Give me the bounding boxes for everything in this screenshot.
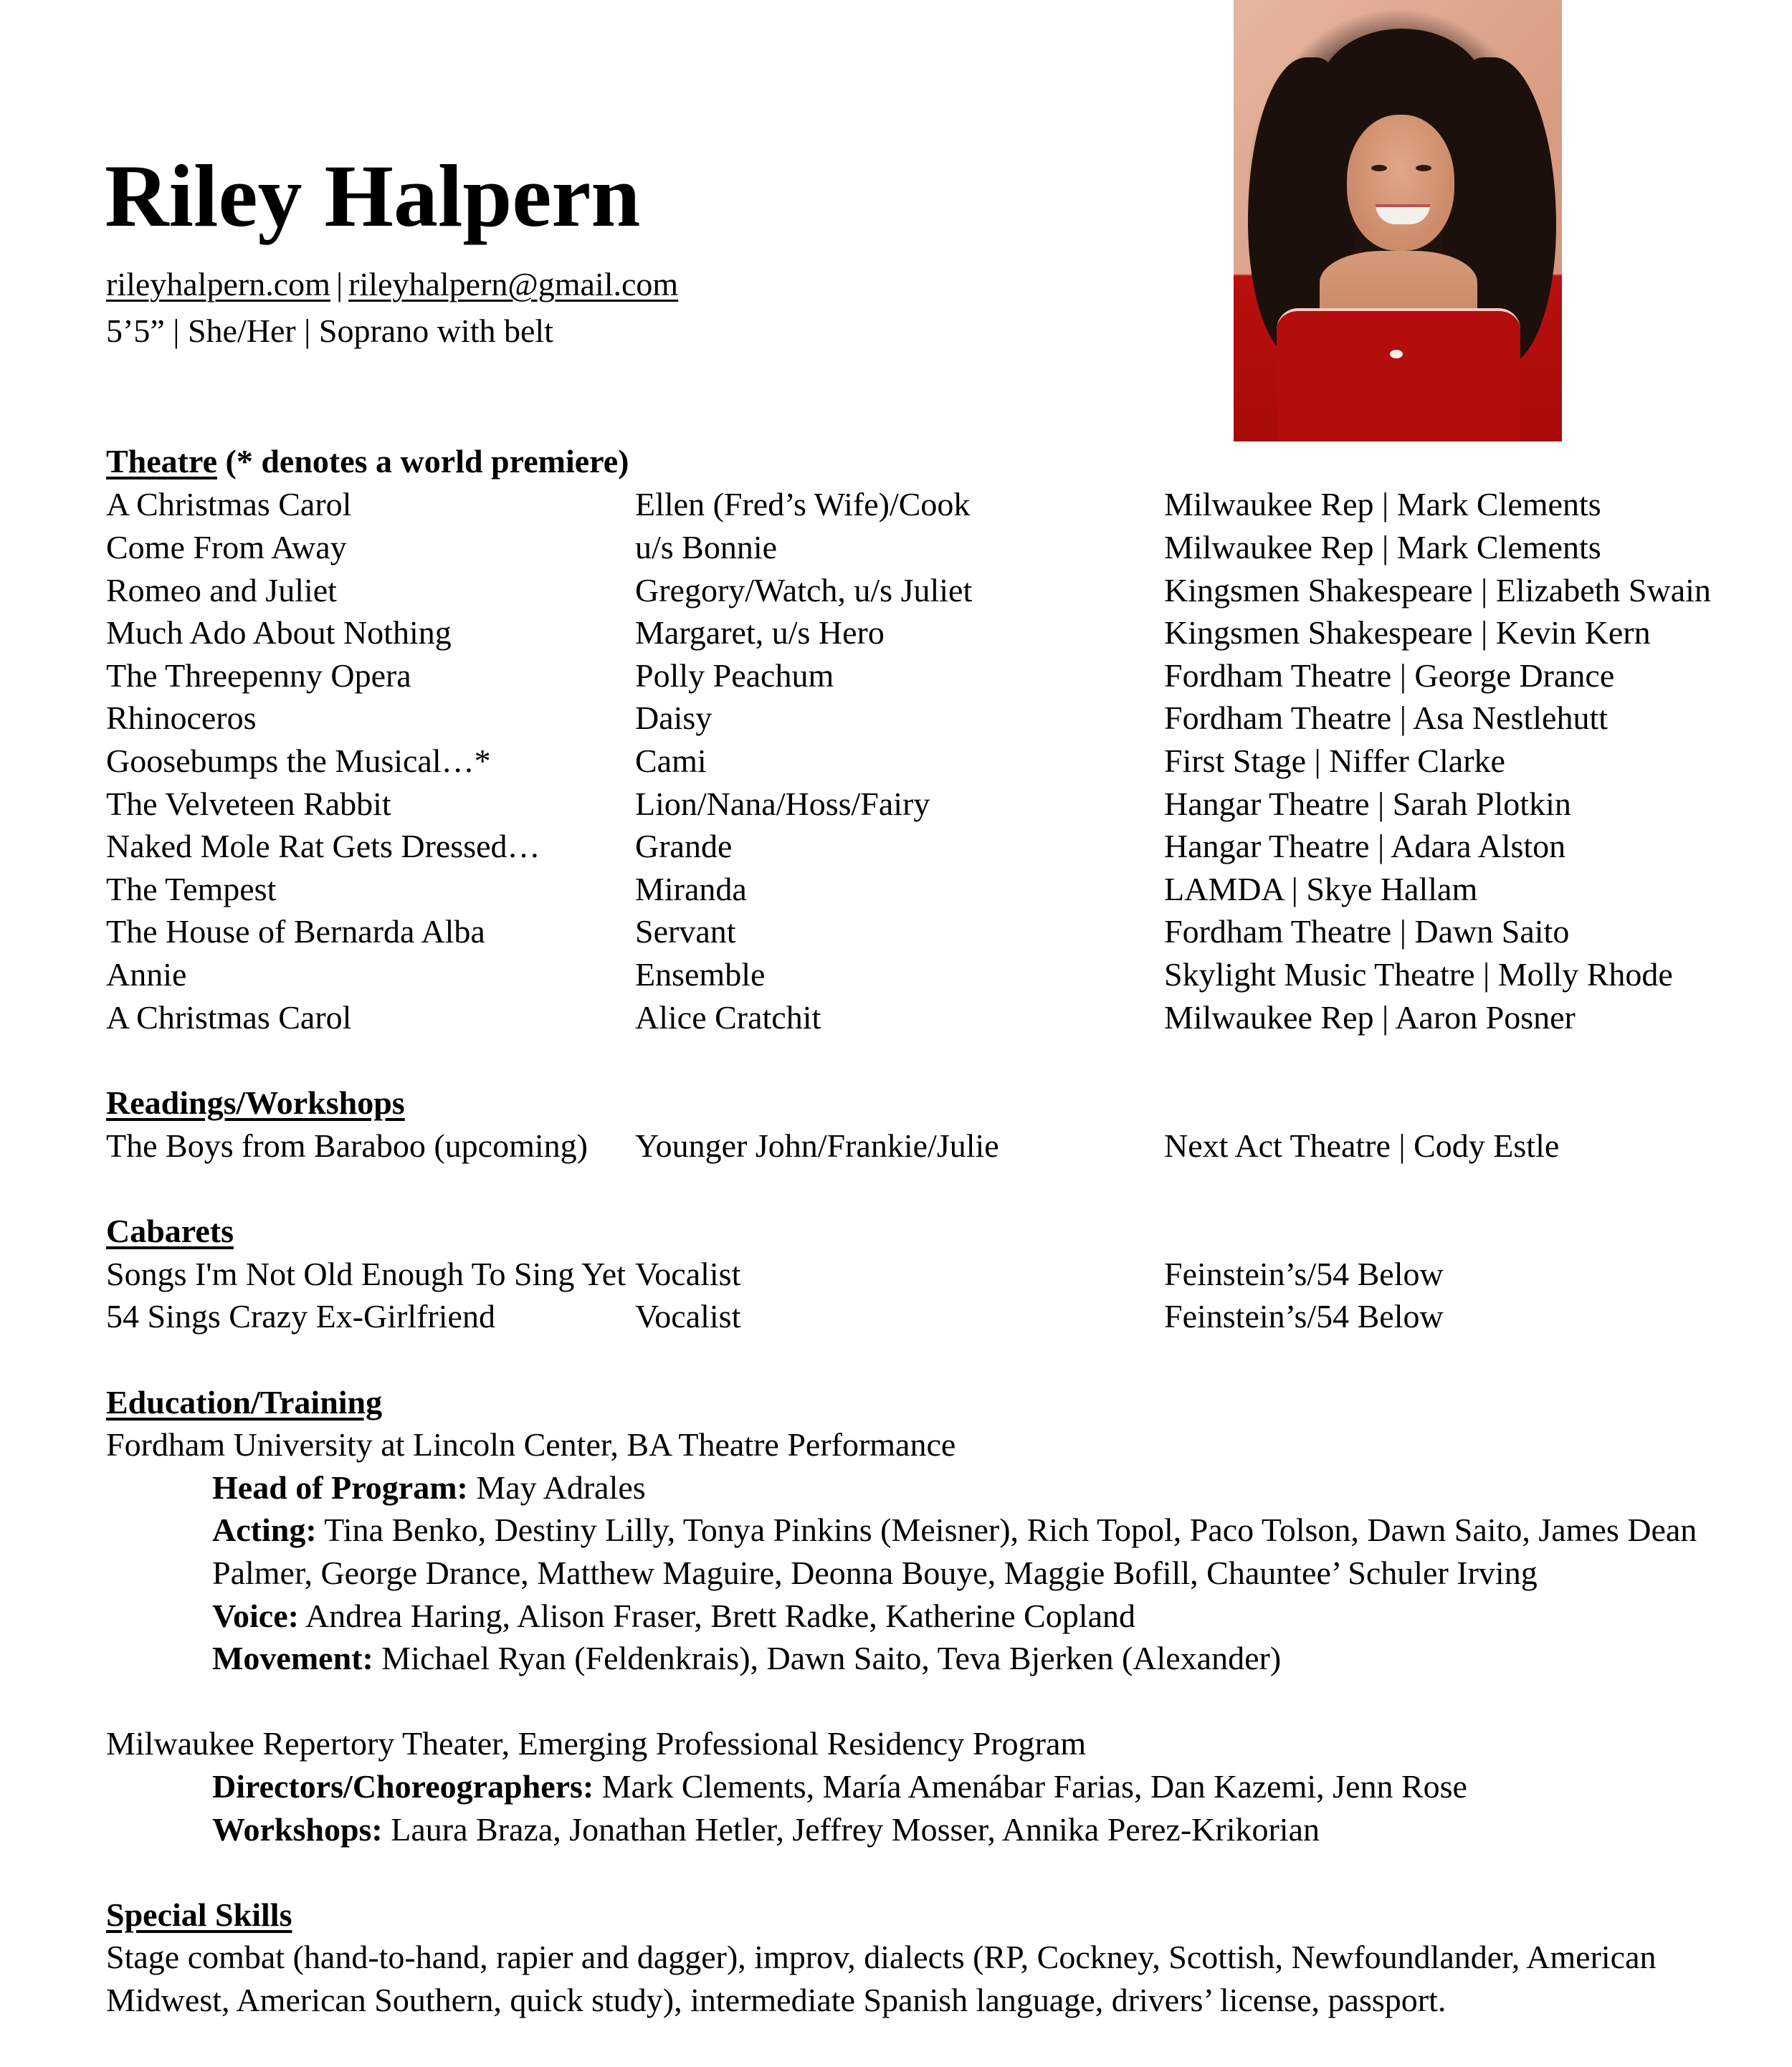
company-director: Kingsmen Shakespeare | Elizabeth Swain [1164,572,1711,608]
company-director: Hangar Theatre | Sarah Plotkin [1164,786,1571,822]
skills-line [0,1979,1792,2022]
photo-face [1347,115,1454,251]
training-line [0,1595,1792,1638]
theatre-heading [0,440,1792,483]
role: Cami [635,743,707,779]
training-line [0,1552,1792,1595]
training-line [0,1509,1792,1552]
email-link[interactable]: rileyhalpern@gmail.com [348,266,679,302]
program-title: Milwaukee Repertory Theater, Emerging Professional Residency Program [106,1725,1087,1762]
credit-row [0,825,1792,868]
company-director: Fordham Theatre | Dawn Saito [1164,913,1570,950]
program-title: Fordham University at Lincoln Center, BA Theatre Performance [106,1426,956,1463]
role: Servant [635,913,736,950]
credit-row [0,526,1792,569]
role: Ensemble [635,956,766,993]
credit-row [0,483,1792,526]
company-director: Milwaukee Rep | Aaron Posner [1164,999,1576,1036]
role: Ellen (Fred’s Wife)/Cook [635,486,971,522]
show-title: Romeo and Juliet [106,572,337,608]
credit-row [0,697,1792,740]
show-title: A Christmas Carol [106,486,352,522]
show-title: The Tempest [106,871,277,907]
show-title: Goosebumps the Musical…* [106,743,491,779]
website-link[interactable]: rileyhalpern.com [106,266,330,302]
show-title: A Christmas Carol [106,999,352,1036]
training-label: Workshops: [212,1811,383,1848]
readings-heading [0,1082,1792,1125]
credit-row [0,1253,1792,1296]
show-title: Songs I'm Not Old Enough To Sing Yet [106,1256,626,1292]
training-names: Mark Clements, María Amenábar Farias, Dan Kazemi, Jenn Rose [594,1768,1467,1805]
company-director: Milwaukee Rep | Mark Clements [1164,529,1601,565]
training-names: Michael Ryan (Feldenkrais), Dawn Saito, Teva Bjerken (Alexander) [373,1640,1282,1676]
education-program [0,1722,1792,1765]
theatre-heading-title: Theatre [106,443,218,479]
role: Alice Cratchit [635,999,821,1036]
skills-text: Stage combat (hand-to-hand, rapier and dagger), improv, dialects (RP, Cockney, Scottish, Newfoundlander, American [106,1939,1657,1975]
training-label: Acting: [212,1512,317,1548]
show-title: Much Ado About Nothing [106,614,452,651]
skills-line [0,1936,1792,1979]
training-label: Movement: [212,1640,373,1676]
show-title: Annie [106,956,187,993]
role: Lion/Nana/Hoss/Fairy [635,786,930,822]
credit-row [0,1125,1792,1168]
photo-red-top [1277,308,1520,441]
role: u/s Bonnie [635,529,778,565]
training-names: May Adrales [467,1469,646,1506]
role: Vocalist [635,1256,741,1292]
training-label: Directors/Choreographers: [212,1768,594,1805]
company-director: First Stage | Niffer Clarke [1164,743,1505,779]
skills-heading [0,1894,1792,1937]
photo-eye-right [1416,165,1431,171]
role: Daisy [635,700,712,736]
show-title: 54 Sings Crazy Ex-Girlfriend [106,1298,495,1335]
cabarets-heading [0,1210,1792,1253]
show-title: The Boys from Baraboo (upcoming) [106,1127,588,1164]
credit-row [0,740,1792,783]
training-names: Andrea Haring, Alison Fraser, Brett Radke, Katherine Copland [298,1598,1135,1634]
company-director: Fordham Theatre | George Drance [1164,657,1615,694]
company-director: Kingsmen Shakespeare | Kevin Kern [1164,614,1651,651]
role: Miranda [635,871,747,907]
role: Vocalist [635,1298,741,1335]
show-title: Come From Away [106,529,347,565]
credit-row [0,654,1792,697]
show-title: Rhinoceros [106,700,257,736]
credit-row [0,611,1792,654]
skills-heading-title: Special Skills [106,1896,292,1933]
company-director: Feinstein’s/54 Below [1164,1298,1444,1335]
photo-top-button [1390,350,1403,358]
training-line [0,1808,1792,1851]
company-director: Next Act Theatre | Cody Estle [1164,1127,1560,1164]
credit-row [0,953,1792,996]
photo-eye-left [1371,165,1387,171]
readings-heading-title: Readings/Workshops [106,1084,405,1121]
company-director: Skylight Music Theatre | Molly Rhode [1164,956,1673,993]
company-director: Hangar Theatre | Adara Alston [1164,828,1566,864]
show-title: The House of Bernarda Alba [106,913,485,950]
company-director: Feinstein’s/54 Below [1164,1256,1444,1292]
credit-row [0,569,1792,612]
show-title: The Velveteen Rabbit [106,786,391,822]
training-label: Head of Program: [212,1469,468,1506]
training-names: Laura Braza, Jonathan Hetler, Jeffrey Mosser, Annika Perez-Krikorian [382,1811,1320,1848]
credit-row [0,996,1792,1039]
headshot-photo [1234,0,1562,441]
separator: | [335,266,343,302]
actor-details: 5’5” | She/Her | Soprano with belt [106,312,553,349]
training-label: Voice: [212,1598,299,1634]
role: Polly Peachum [635,657,834,694]
credit-row [0,783,1792,826]
education-program [0,1423,1792,1466]
actor-name: Riley Halpern [105,147,641,245]
company-director: Fordham Theatre | Asa Nestlehutt [1164,700,1608,736]
training-line [0,1765,1792,1808]
theatre-heading-note: (* denotes a world premiere) [217,443,629,479]
education-heading [0,1381,1792,1424]
role: Younger John/Frankie/Julie [635,1127,999,1164]
credit-row [0,910,1792,953]
training-names: Palmer, George Drance, Matthew Maguire, Deonna Bouye, Maggie Bofill, Chauntee’ Schuler Irving [212,1555,1538,1591]
training-line [0,1637,1792,1680]
training-line [0,1466,1792,1509]
company-director: Milwaukee Rep | Mark Clements [1164,486,1601,522]
skills-text: Midwest, American Southern, quick study), intermediate Spanish language, drivers’ license, passport. [106,1982,1447,2018]
show-title: Naked Mole Rat Gets Dressed… [106,828,540,864]
credit-row [0,868,1792,911]
role: Grande [635,828,733,864]
company-director: LAMDA | Skye Hallam [1164,871,1478,907]
credit-row [0,1295,1792,1338]
training-names: Tina Benko, Destiny Lilly, Tonya Pinkins (Meisner), Rich Topol, Paco Tolson, Dawn Saito, James Dean [316,1512,1697,1548]
show-title: The Threepenny Opera [106,657,411,694]
education-heading-title: Education/Training [106,1384,383,1421]
cabarets-heading-title: Cabarets [106,1213,234,1249]
contact-line [106,263,678,306]
role: Margaret, u/s Hero [635,614,885,651]
role: Gregory/Watch, u/s Juliet [635,572,973,608]
